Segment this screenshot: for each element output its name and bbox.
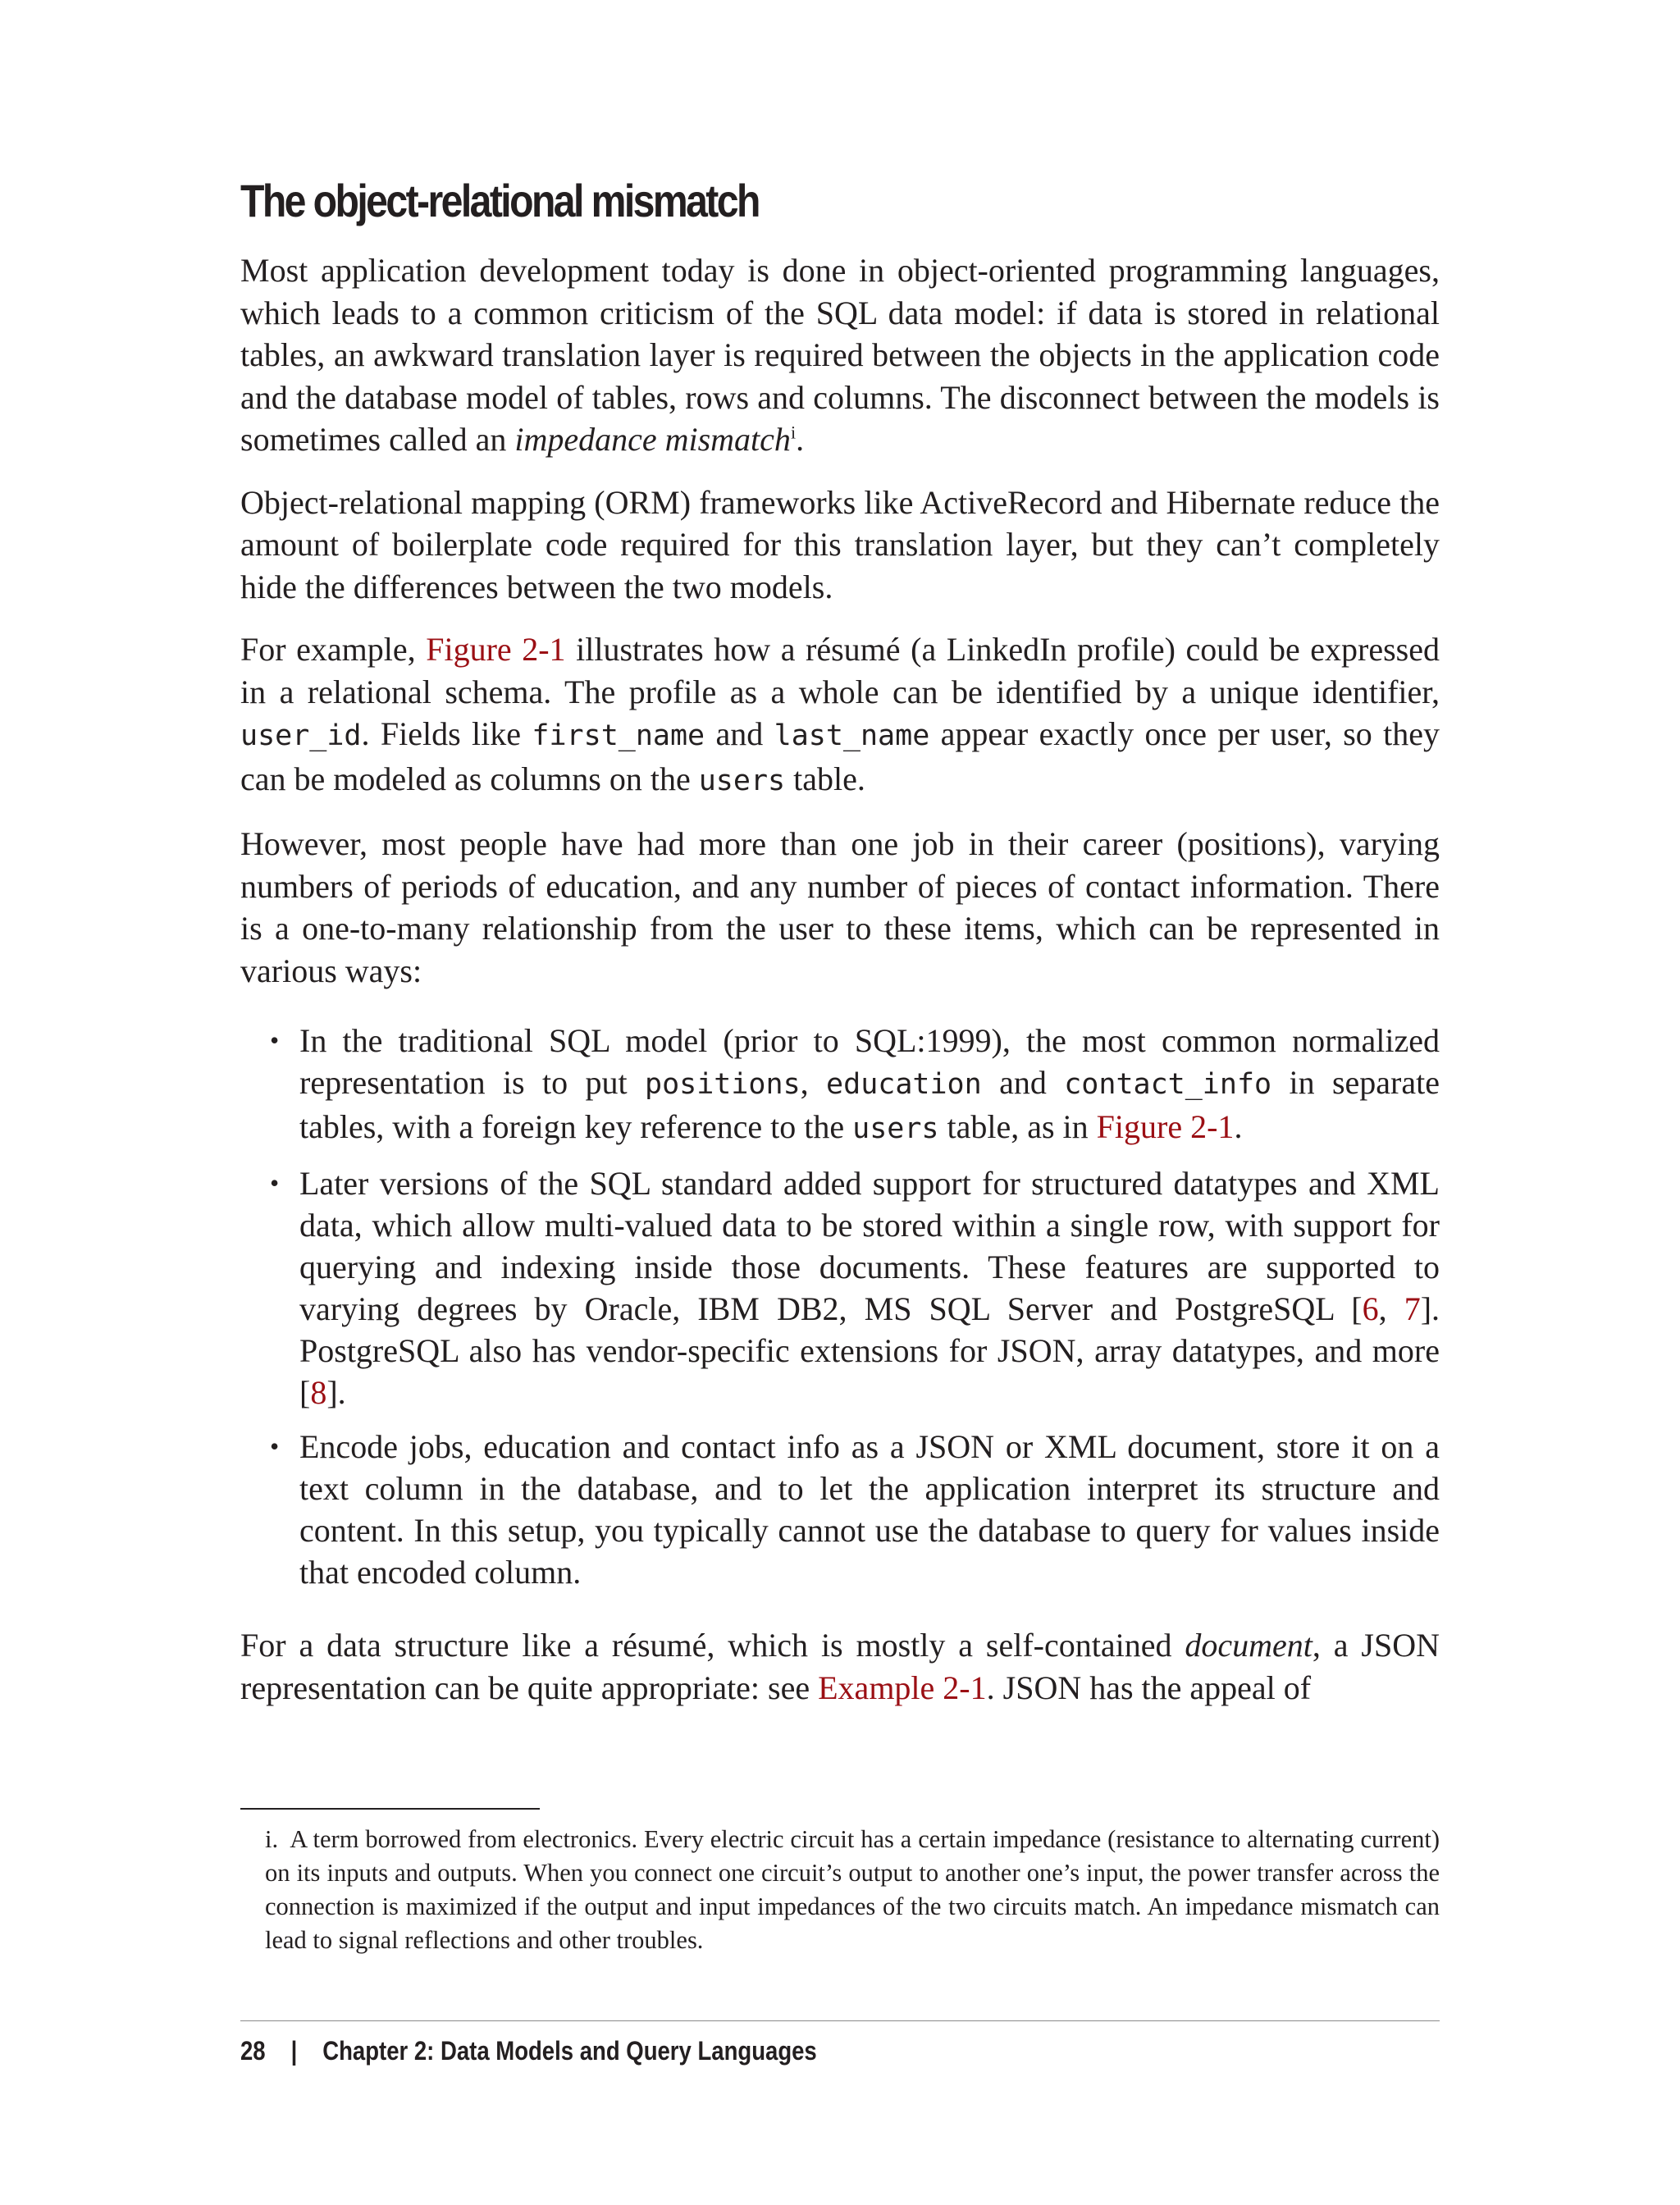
page-number: 28 xyxy=(240,2036,266,2066)
paragraph-end: . xyxy=(796,421,805,458)
code-education: education xyxy=(826,1068,982,1101)
text-span: appear exactly once per user, so they can be modeled as columns on the xyxy=(240,715,1440,797)
text-span: Later versions of the SQL standard added support for structured datatypes and XML data, which allow multi-valued data to be stored within a single row, with support for querying and indexing inside those documents. These features are supported to varying degrees by Oracle, IBM DB2, MS SQL Server and PostgreSQL [ xyxy=(299,1165,1440,1327)
text-span: and xyxy=(981,1064,1065,1101)
text-span: table, as in xyxy=(938,1108,1097,1145)
footnote-divider xyxy=(240,1808,540,1810)
footer-separator: | xyxy=(290,2036,298,2066)
bullet-icon: • xyxy=(270,1025,280,1055)
text-span: , xyxy=(1378,1290,1404,1327)
footnote xyxy=(265,1823,1440,1957)
footnote-reference[interactable]: i xyxy=(790,422,797,443)
footer-divider xyxy=(240,2020,1440,2021)
text-span: , xyxy=(800,1064,827,1101)
paragraph-one-to-many: However, most people have had more than one job in their career (positions), varying numbers of periods of education, and any number of pieces of contact information. There is a one-to-many relationship from the user to these items, which can be represented in various ways: xyxy=(240,825,1440,989)
code-last-name: last_name xyxy=(774,719,930,752)
text-span: . JSON has the appeal of xyxy=(986,1669,1312,1706)
reference-8-link[interactable]: 8 xyxy=(310,1374,327,1411)
text-span: ]. xyxy=(326,1374,346,1411)
figure-2-1-link[interactable]: Figure 2-1 xyxy=(1096,1108,1235,1145)
code-first-name: first_name xyxy=(532,719,705,752)
text-span: table. xyxy=(785,760,865,797)
paragraph-text: Most application development today is done in object-oriented programming languages, which leads to a common criticism of the SQL data model: if data is stored in relational tables, an awkward translation layer is required between the objects in the application code and the database model of tables, rows and columns. The disconnect between the models is sometimes called an xyxy=(240,252,1440,458)
footnote-text: A term borrowed from electronics. Every electric circuit has a certain impedance (resistance to alternating current) on its inputs and outputs. When you connect one circuit’s output to another one’s input, the power transfer across the connection is maximized if the output and input impedances of the two circuits match. An impedance mismatch can lead to signal reflections and other troubles. xyxy=(265,1825,1440,1954)
paragraph-json-resume xyxy=(240,1624,1440,1709)
bullet-list xyxy=(240,1020,1440,1593)
text-span: and xyxy=(705,715,774,752)
document-term: document xyxy=(1185,1627,1312,1664)
text-span: For example, xyxy=(240,631,427,668)
reference-7-link[interactable]: 7 xyxy=(1404,1290,1421,1327)
figure-2-1-link[interactable]: Figure 2-1 xyxy=(426,631,566,668)
text-span: , a JSON representation can be quite appropriate: see xyxy=(240,1627,1440,1706)
paragraph-orm: Object-relational mapping (ORM) frameworks like ActiveRecord and Hibernate reduce the amount of boilerplate code required for this translation layer, but they can’t completely hide the differences between the two models. xyxy=(240,483,1440,605)
text-span: illustrates how a résumé (a LinkedIn profile) could be expressed in a relational schema. The profile as a whole can be identified by a unique identifier, xyxy=(240,631,1440,710)
code-users: users xyxy=(698,764,786,797)
code-positions: positions xyxy=(645,1068,801,1101)
list-item-normalized xyxy=(240,1020,1440,1150)
bullet-icon: • xyxy=(270,1431,280,1461)
footnote-marker: i. xyxy=(265,1825,279,1853)
text-span: Encode jobs, education and contact info as a JSON or XML document, store it on a text column in the database, and to let the application interpret its structure and content. In this setup, you typically cannot use the database to query for values inside that encoded column. xyxy=(299,1428,1440,1591)
reference-6-link[interactable]: 6 xyxy=(1362,1290,1379,1327)
section-title: The object-relational mismatch xyxy=(240,175,759,226)
paragraph-object-oriented xyxy=(240,249,1440,461)
text-span: In the traditional SQL model (prior to SQL:1999), the most common normalized representation is to put xyxy=(299,1022,1440,1101)
list-item-structured-datatypes xyxy=(240,1162,1440,1413)
chapter-title: Chapter 2: Data Models and Query Languages xyxy=(322,2036,817,2066)
impedance-mismatch-term: impedance mismatch xyxy=(514,421,791,458)
paragraph-resume-example xyxy=(240,628,1440,802)
page-body xyxy=(240,164,1440,1729)
text-span: in separate tables, with a foreign key reference to the xyxy=(299,1064,1440,1145)
page-footer xyxy=(240,2028,817,2074)
code-users: users xyxy=(852,1112,939,1145)
text-span: For a data structure like a résumé, which is mostly a self-contained xyxy=(240,1627,1185,1664)
code-user-id: user_id xyxy=(240,719,362,752)
list-item-json-encoding xyxy=(240,1426,1440,1593)
bullet-icon: • xyxy=(270,1168,280,1198)
example-2-1-link[interactable]: Example 2-1 xyxy=(818,1669,987,1706)
code-contact-info: contact_info xyxy=(1064,1068,1272,1101)
text-span: . xyxy=(1234,1108,1243,1145)
text-span: . Fields like xyxy=(361,715,532,752)
text-span: ]. PostgreSQL also has vendor-specific extensions for JSON, array datatypes, and more [ xyxy=(299,1290,1440,1411)
